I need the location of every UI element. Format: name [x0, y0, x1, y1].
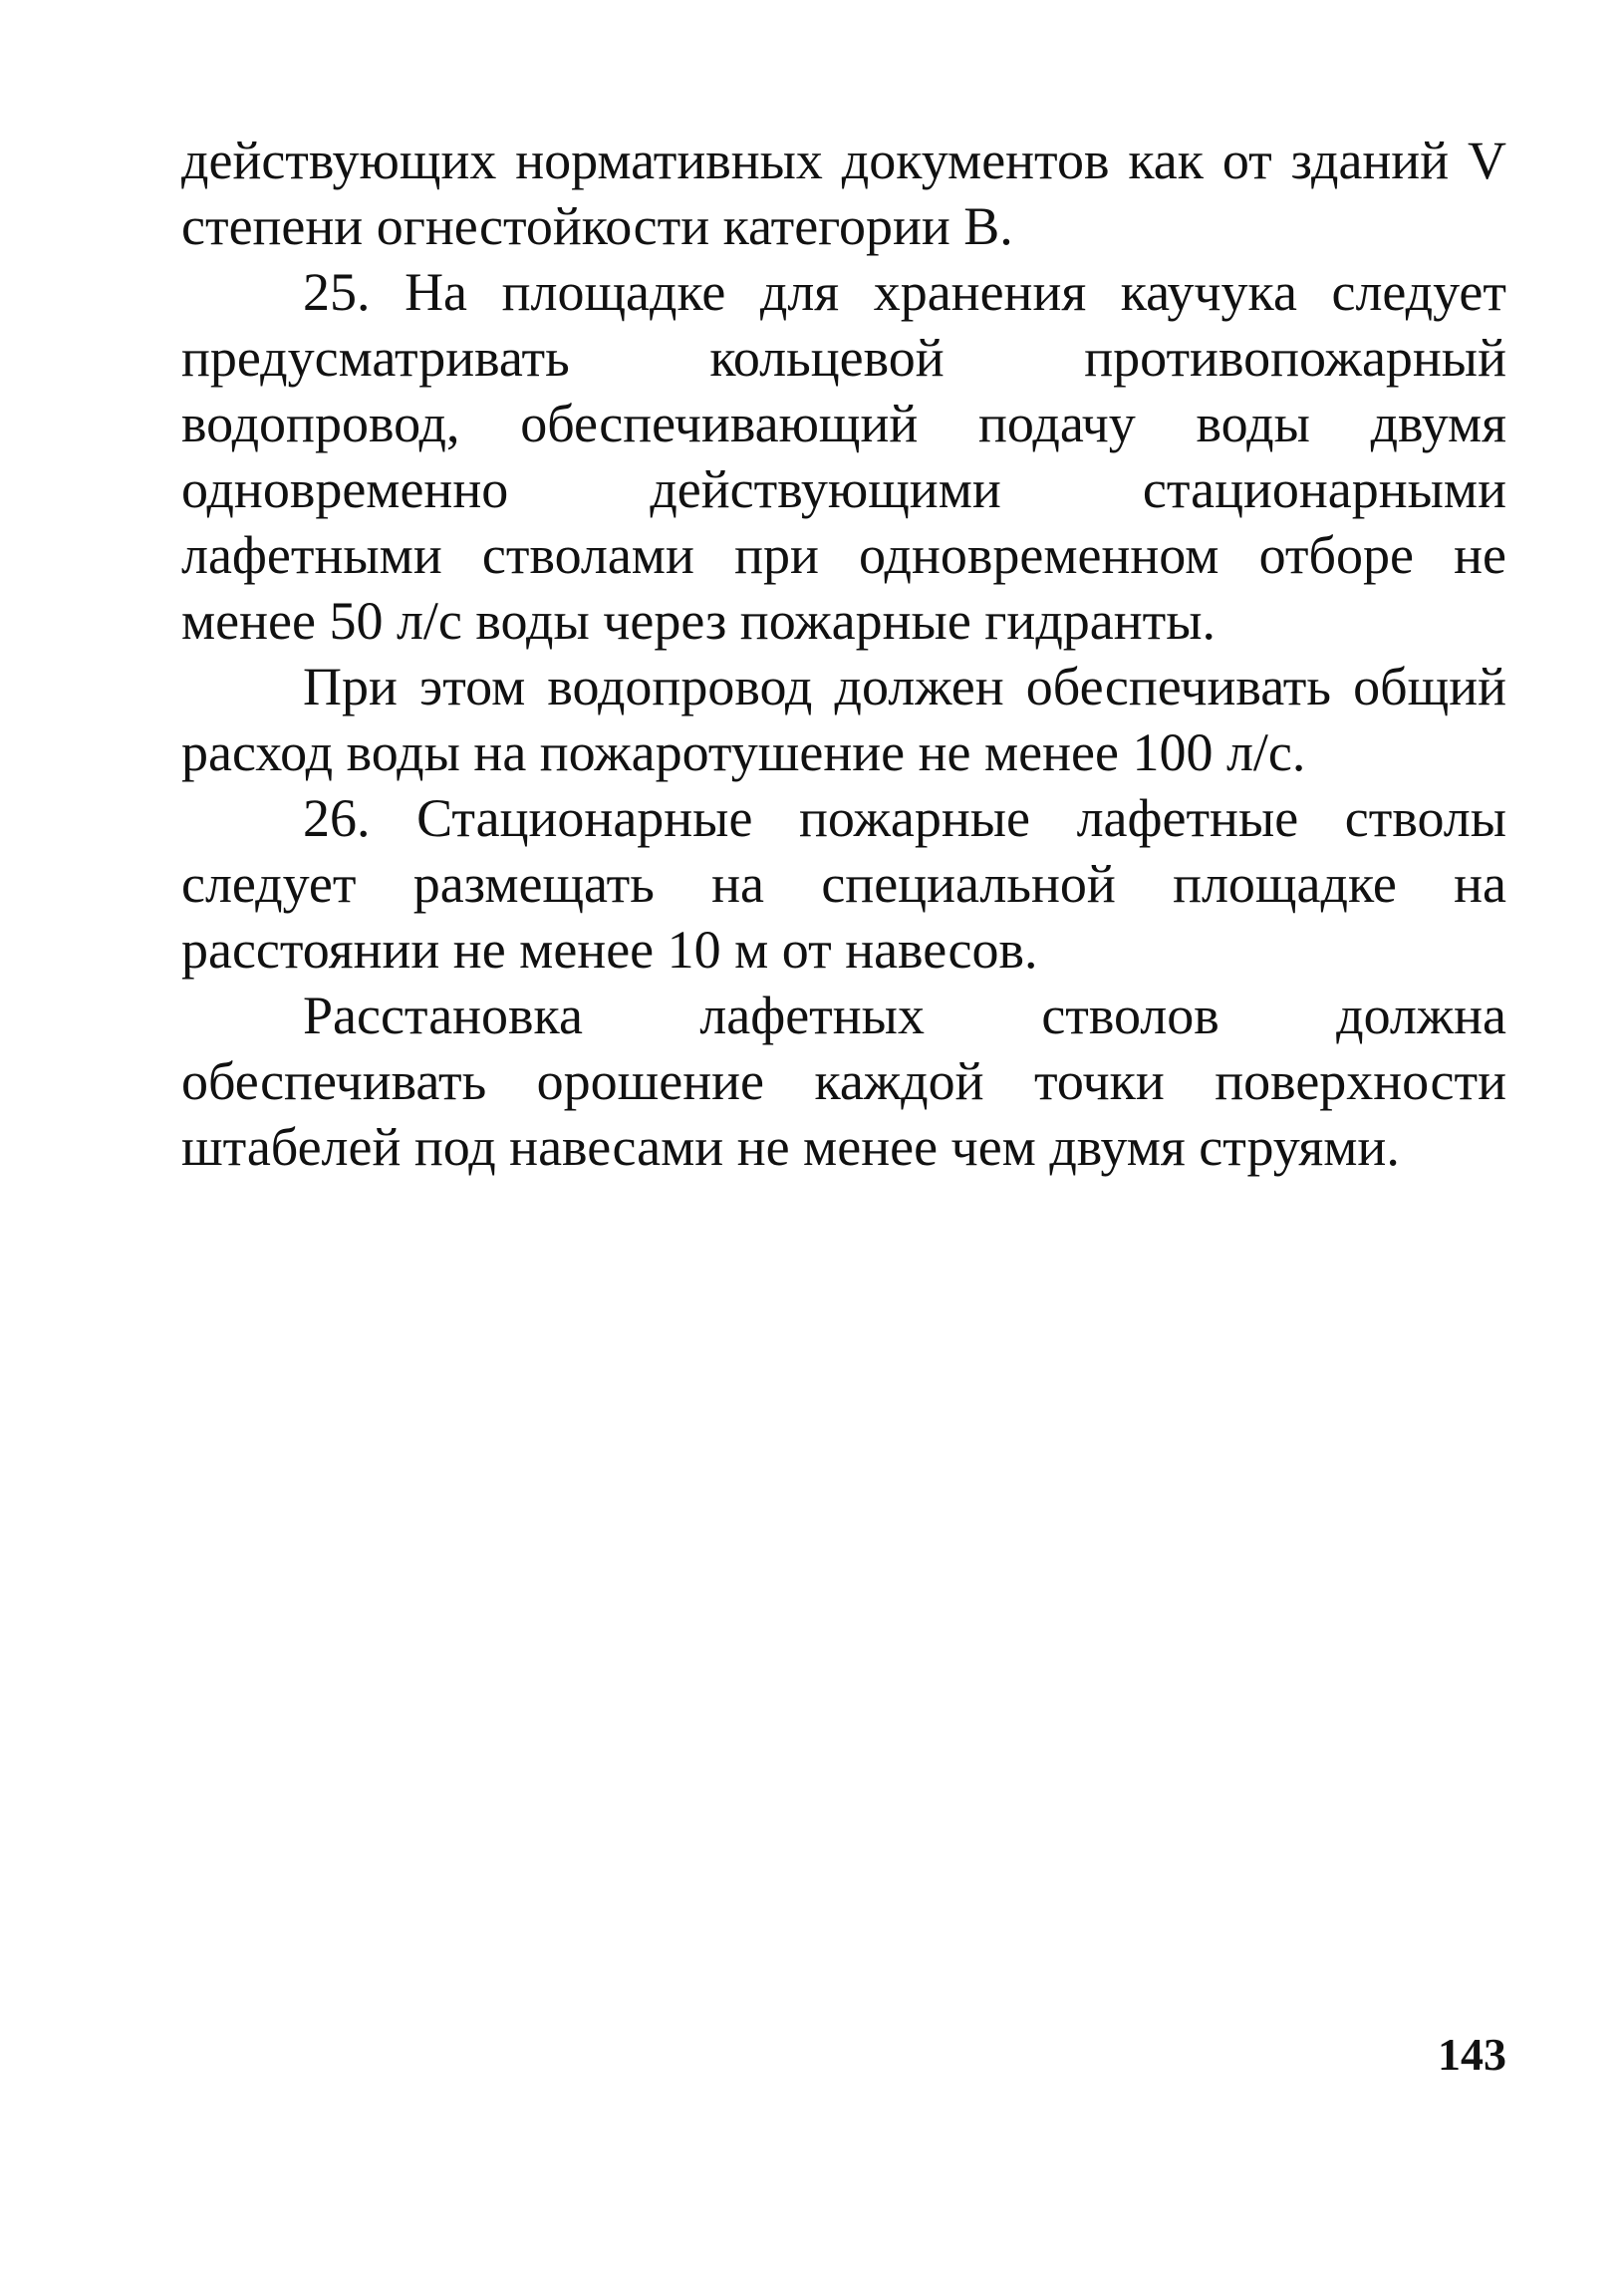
- paragraph-nozzle-placement: Расстановка лафетных стволов должна обеспечивать орошение каждой точки поверхности штабелей под навесами не менее чем двумя струями.: [181, 986, 1506, 1177]
- paragraph-item-26: 26. Стационарные пожарные лафетные стволы следует размещать на специальной площадке на расстоянии не менее 10 м от навесов.: [181, 788, 1506, 980]
- paragraph-water-flow: При этом водопровод должен обеспечивать общий расход воды на пожаротушение не менее 100 л/с.: [181, 657, 1506, 782]
- page-number: 143: [1438, 2029, 1506, 2080]
- paragraph-item-25: 25. На площадке для хранения каучука следует предусматривать кольцевой противопожарный водопровод, обеспечивающий подачу воды двумя одновременно действующими стационарными лафетными стволами при одновременном отборе не менее 50 л/с воды через пожарные гидранты.: [181, 262, 1506, 651]
- body-text: [181, 128, 1506, 1180]
- paragraph-continuation: действующих нормативных документов как от зданий V степени огнестойкости категории В.: [181, 131, 1506, 256]
